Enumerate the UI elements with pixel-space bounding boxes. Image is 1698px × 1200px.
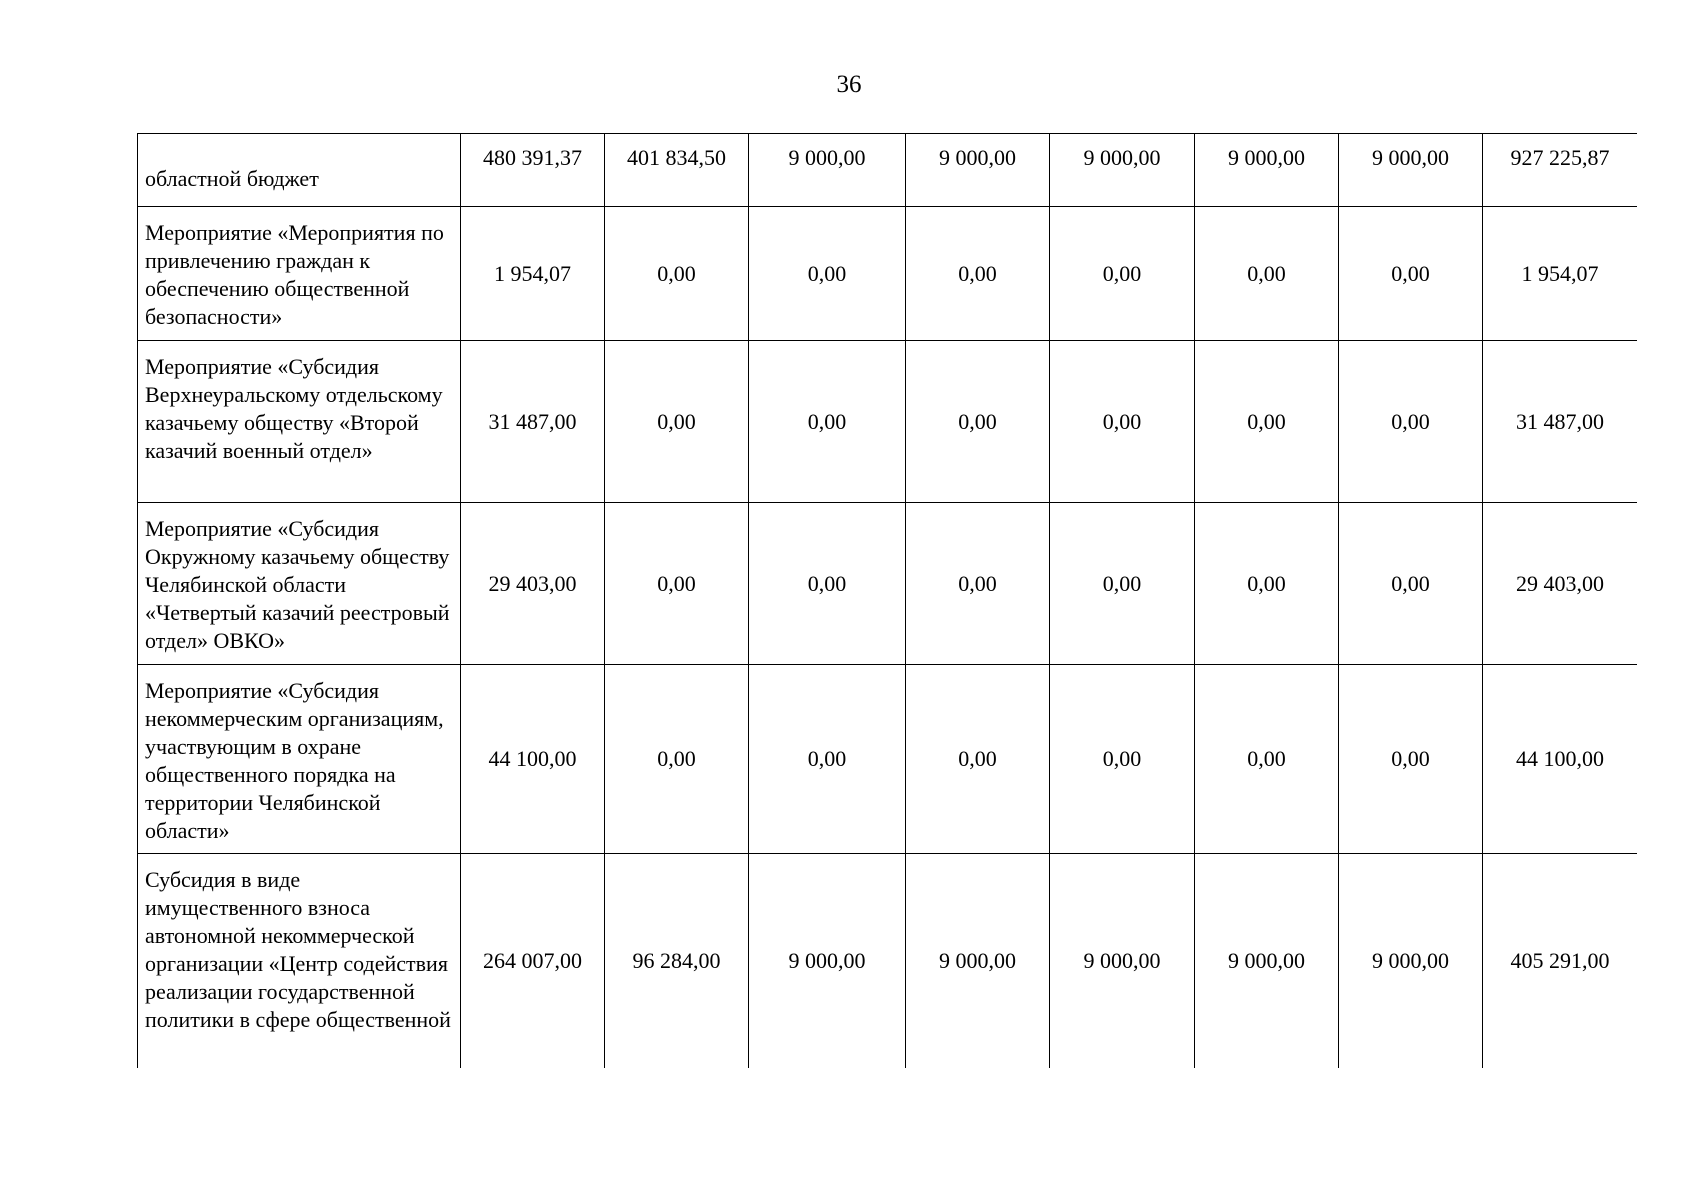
value-cell: 0,00	[749, 503, 906, 665]
budget-table	[137, 133, 1637, 1068]
value-cell: 0,00	[749, 207, 906, 341]
value-cell: 0,00	[1339, 503, 1483, 665]
table-row	[138, 503, 1638, 665]
value-cell: 0,00	[1339, 665, 1483, 854]
value-cell: 9 000,00	[1050, 134, 1195, 207]
total-cell: 31 487,00	[1483, 341, 1638, 503]
row-label: Мероприятие «Субсидия Верхнеуральскому отдельскому казачьему обществу «Второй казачий военный отдел»	[138, 341, 461, 503]
value-cell: 29 403,00	[461, 503, 605, 665]
table-row	[138, 854, 1638, 1069]
value-cell: 264 007,00	[461, 854, 605, 1069]
table-row	[138, 134, 1638, 207]
value-cell: 401 834,50	[605, 134, 749, 207]
value-cell: 9 000,00	[749, 854, 906, 1069]
value-cell: 0,00	[1195, 665, 1339, 854]
row-label: областной бюджет	[138, 134, 461, 207]
total-cell: 29 403,00	[1483, 503, 1638, 665]
value-cell: 9 000,00	[1339, 134, 1483, 207]
page-number: 36	[836, 71, 862, 98]
total-cell: 1 954,07	[1483, 207, 1638, 341]
table-row	[138, 207, 1638, 341]
value-cell: 0,00	[1050, 341, 1195, 503]
value-cell: 9 000,00	[749, 134, 906, 207]
value-cell: 0,00	[906, 207, 1050, 341]
value-cell: 0,00	[605, 207, 749, 341]
value-cell: 1 954,07	[461, 207, 605, 341]
value-cell: 0,00	[906, 503, 1050, 665]
value-cell: 9 000,00	[1195, 134, 1339, 207]
value-cell: 9 000,00	[1050, 854, 1195, 1069]
total-cell: 44 100,00	[1483, 665, 1638, 854]
value-cell: 0,00	[1195, 341, 1339, 503]
row-label: Мероприятие «Субсидия некоммерческим организациям, участвующим в охране общественного порядка на территории Челябинской области»	[138, 665, 461, 854]
value-cell: 0,00	[1339, 341, 1483, 503]
row-label: Мероприятие «Субсидия Окружному казачьему обществу Челябинской области «Четвертый казачий реестровый отдел» ОВКО»	[138, 503, 461, 665]
value-cell: 0,00	[906, 341, 1050, 503]
value-cell: 9 000,00	[906, 134, 1050, 207]
value-cell: 44 100,00	[461, 665, 605, 854]
total-cell: 405 291,00	[1483, 854, 1638, 1069]
value-cell: 9 000,00	[1195, 854, 1339, 1069]
total-cell: 927 225,87	[1483, 134, 1638, 207]
value-cell: 0,00	[605, 503, 749, 665]
value-cell: 31 487,00	[461, 341, 605, 503]
value-cell: 0,00	[749, 341, 906, 503]
value-cell: 0,00	[605, 341, 749, 503]
value-cell: 0,00	[1050, 207, 1195, 341]
value-cell: 0,00	[1050, 503, 1195, 665]
value-cell: 0,00	[1339, 207, 1483, 341]
value-cell: 9 000,00	[1339, 854, 1483, 1069]
value-cell: 480 391,37	[461, 134, 605, 207]
table-row	[138, 665, 1638, 854]
value-cell: 96 284,00	[605, 854, 749, 1069]
value-cell: 0,00	[906, 665, 1050, 854]
value-cell: 0,00	[605, 665, 749, 854]
value-cell: 0,00	[749, 665, 906, 854]
row-label: Мероприятие «Мероприятия по привлечению граждан к обеспечению общественной безопасности»	[138, 207, 461, 341]
budget-table-container	[137, 133, 1637, 1068]
value-cell: 0,00	[1195, 207, 1339, 341]
row-label: Субсидия в виде имущественного взноса автономной некоммерческой организации «Центр содействия реализации государственной политики в сфере общественной	[138, 854, 461, 1069]
table-row	[138, 341, 1638, 503]
value-cell: 9 000,00	[906, 854, 1050, 1069]
value-cell: 0,00	[1195, 503, 1339, 665]
value-cell: 0,00	[1050, 665, 1195, 854]
